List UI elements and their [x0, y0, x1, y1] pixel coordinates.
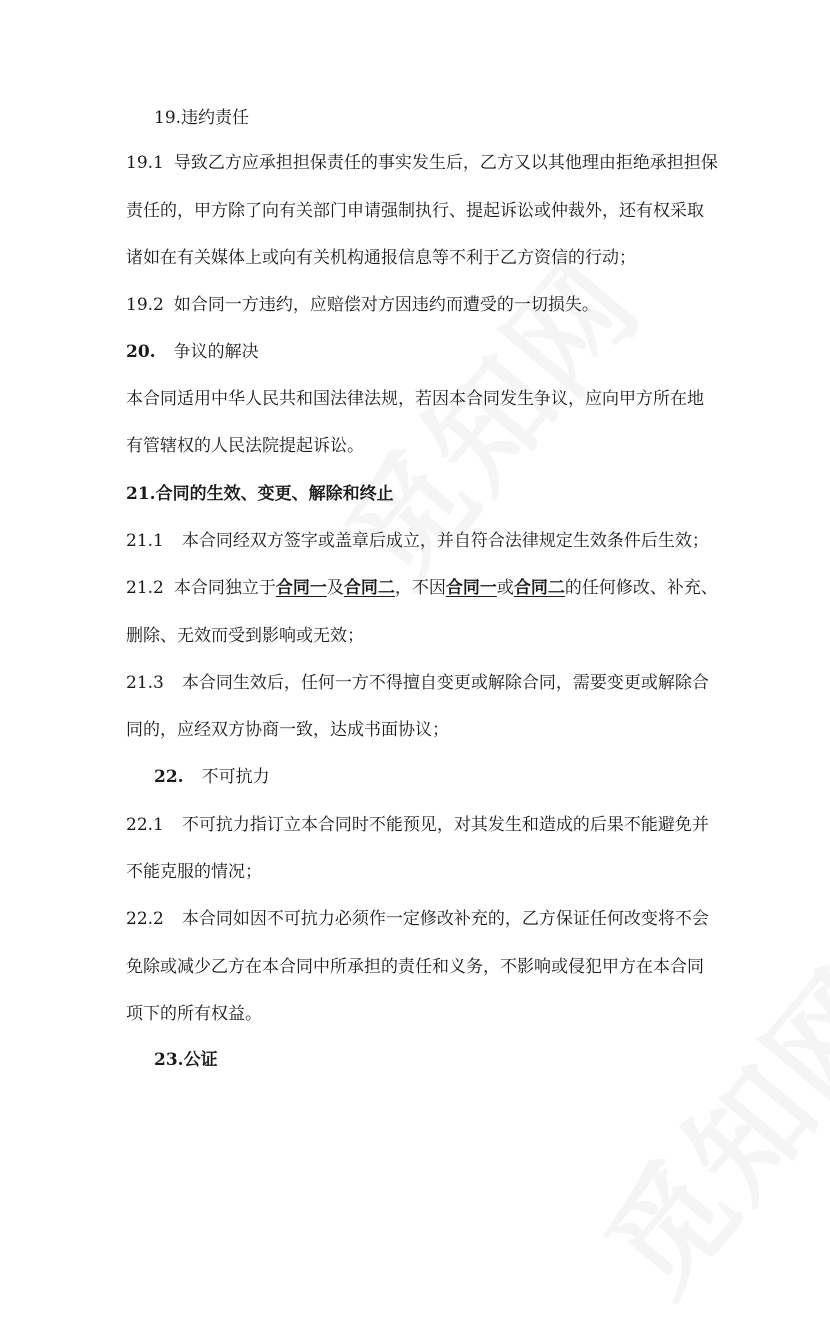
clause-21-2-line-1: 21.2 本合同独立于合同一及合同二，不因合同一或合同二的任何修改、补充、 [126, 578, 718, 598]
section-20-line-2: 有管辖权的人民法院提起诉讼。 [126, 436, 364, 456]
clause-19-1-line-3: 诸如在有关媒体上或向有关机构通报信息等不利于乙方资信的行动； [126, 248, 636, 268]
clause-number: 21.3 [126, 673, 164, 693]
clause-number: 21.2 [126, 578, 164, 598]
contract-reference: 合同二 [343, 578, 395, 598]
section-20-heading: 20. 争议的解决 [126, 342, 259, 362]
clause-21-2-line-2: 删除、无效而受到影响或无效； [126, 626, 364, 646]
section-19-heading: 19.违约责任 [154, 108, 250, 128]
section-21-heading: 21.合同的生效、变更、解除和终止 [126, 484, 394, 504]
section-20-line-1: 本合同适用中华人民共和国法律法规，若因本合同发生争议，应向甲方所在地 [126, 389, 704, 409]
clause-number: 19.2 [126, 295, 164, 315]
section-22-heading: 22. 不可抗力 [154, 767, 270, 787]
contract-reference: 合同一 [445, 578, 497, 598]
contract-reference: 合同一 [275, 578, 327, 598]
clause-22-2-line-1: 22.2 本合同如因不可抗力必须作一定修改补充的，乙方保证任何改变将不会 [126, 909, 709, 929]
section-23-heading: 23.公证 [154, 1050, 218, 1070]
clause-number: 21.1 [126, 531, 164, 551]
clause-22-2-line-3: 项下的所有权益。 [126, 1004, 262, 1024]
clause-number: 19.1 [126, 153, 164, 173]
clause-22-1-line-2: 不能克服的情况； [126, 862, 262, 882]
contract-reference: 合同二 [513, 578, 565, 598]
clause-22-1-line-1: 22.1 不可抗力指订立本合同时不能预见，对其发生和造成的后果不能避免并 [126, 815, 709, 835]
clause-19-1-line-2: 责任的，甲方除了向有关部门申请强制执行、提起诉讼或仲裁外，还有权采取 [126, 201, 704, 221]
clause-22-2-line-2: 免除或减少乙方在本合同中所承担的责任和义务，不影响或侵犯甲方在本合同 [126, 957, 704, 977]
clause-number: 22.2 [126, 909, 164, 929]
clause-21-1-line-1: 21.1 本合同经双方签字或盖章后成立，并自符合法律规定生效条件后生效； [126, 531, 709, 551]
clause-19-2-line-1: 19.2 如合同一方违约，应赔偿对方因违约而遭受的一切损失。 [126, 295, 599, 315]
watermark [301, 218, 672, 614]
clause-19-1-line-1: 19.1 导致乙方应承担担保责任的事实发生后，乙方又以其他理由拒绝承担担保 [126, 153, 718, 173]
clause-number: 22.1 [126, 815, 164, 835]
watermark [561, 928, 830, 1324]
clause-21-3-line-2: 同的，应经双方协商一致，达成书面协议； [126, 720, 449, 740]
clause-21-3-line-1: 21.3 本合同生效后，任何一方不得擅自变更或解除合同，需要变更或解除合 [126, 673, 709, 693]
